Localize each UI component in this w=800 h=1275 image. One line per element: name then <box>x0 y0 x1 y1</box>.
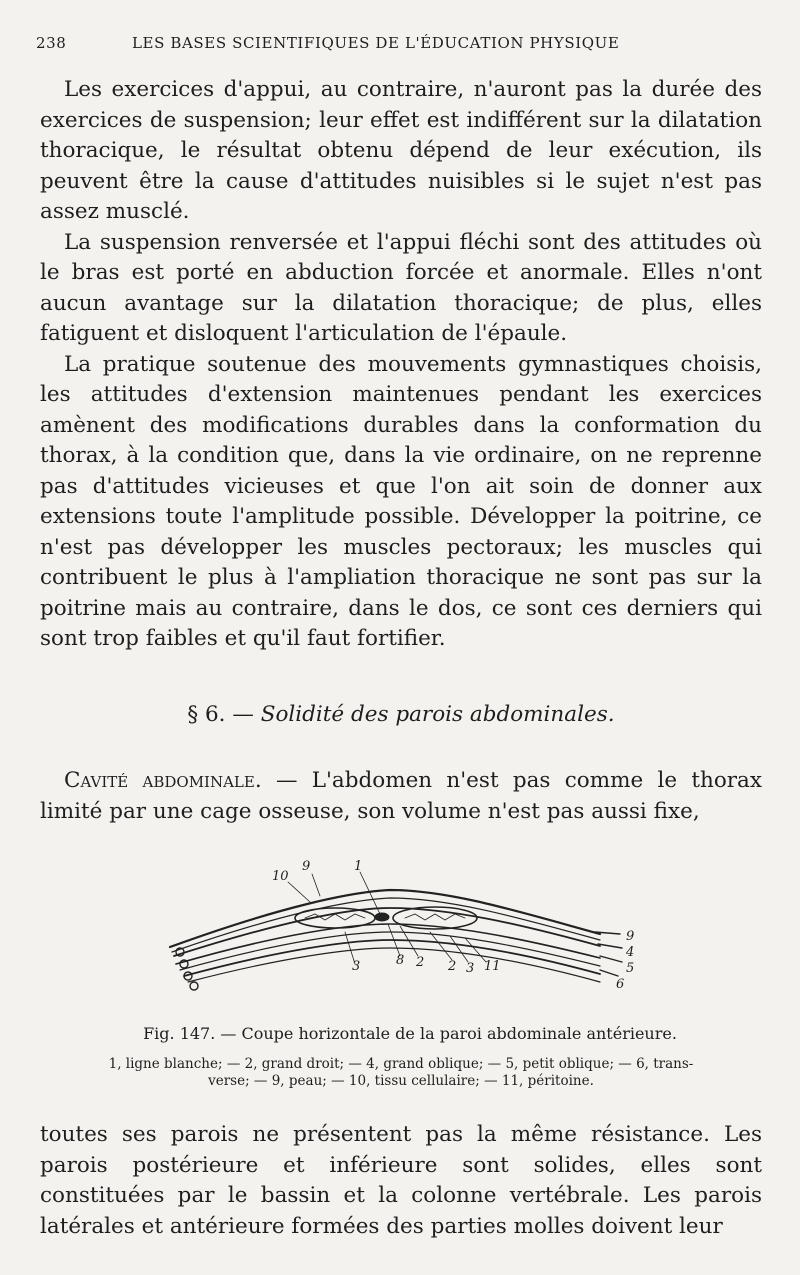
figure-label-8: 8 <box>396 953 405 968</box>
figure-legend-line-1: 1, ligne blanche; — 2, grand droit; — 4, grand oblique; — 5, petit oblique; — 6, trans- <box>108 1056 694 1072</box>
leader-9 <box>312 874 320 896</box>
abdominal-wall-illustration <box>160 852 660 1022</box>
cavite-lead: Cavité abdominale. <box>64 768 262 793</box>
cavite-text: — L'abdomen n'est pas comme le thorax limité par une cage osseuse, son volume n'est pas aussi fixe, <box>40 768 762 824</box>
paragraph-suspension: La suspension renversée et l'appui fléchi sont des attitudes où le bras est porté en abduction forcée et anormale. Elles n'ont aucun avantage sur la dilatation thoracique; de plus, elles fatiguent et disloquent l'articulation de l'épaule. <box>40 229 762 346</box>
figure-label-5: 5 <box>626 961 635 976</box>
left-rectus-muscle <box>295 908 375 928</box>
figure-label-11: 11 <box>484 959 501 974</box>
figure-label-3a: 3 <box>352 959 361 974</box>
section-heading <box>40 702 762 727</box>
section-number: § 6. <box>187 702 226 727</box>
figure-legend-line-2: verse; — 9, peau; — 10, tissu cellulaire; — 11, péritoine. <box>208 1073 594 1089</box>
text-block-bottom <box>40 1120 762 1242</box>
figure-label-1: 1 <box>354 859 363 874</box>
figure-caption: Fig. 147. — Coupe horizontale de la paroi abdominale antérieure. <box>143 1024 677 1043</box>
end-line-b <box>598 944 622 948</box>
figure-label-6: 6 <box>616 977 625 992</box>
figure-label-9: 9 <box>302 859 311 874</box>
figure-label-2a: 2 <box>416 955 425 970</box>
inner-line <box>188 948 600 982</box>
figure-label-4: 4 <box>626 945 635 960</box>
running-title: LES BASES SCIENTIFIQUES DE L'ÉDUCATION PHYSIQUE <box>132 34 620 52</box>
section-title: Solidité des parois abdominales. <box>260 702 615 727</box>
leader-11 <box>465 938 486 962</box>
bundle-end-4 <box>190 982 198 990</box>
figure-label-9b: 9 <box>626 929 635 944</box>
section-dash: — <box>232 702 254 727</box>
right-rectus-texture <box>405 914 465 920</box>
figure-abdominal-wall <box>160 852 660 1022</box>
paragraph-parois: toutes ses parois ne présentent pas la même résistance. Les parois postérieure et inférieure sont solides, elles sont constituées par le bassin et la colonne vertébrale. Les parois latérales et antérieure formées des parties molles doivent leur <box>40 1122 762 1239</box>
figure-label-2b: 2 <box>448 959 457 974</box>
text-block-cavite <box>40 766 762 827</box>
paragraph-cavite <box>40 766 762 827</box>
figure-label-3b: 3 <box>466 961 475 976</box>
figure-legend <box>40 1056 762 1090</box>
leader-10 <box>288 882 310 902</box>
linea-alba <box>375 913 389 921</box>
end-line-d <box>600 970 618 976</box>
end-line-c <box>600 956 622 962</box>
text-block-top <box>40 75 762 655</box>
paragraph-appui: Les exercices d'appui, au contraire, n'auront pas la durée des exercices de suspension; leur effet est indifférent sur la dilatation thoracique, le résultat obtenu dépend de leur exécution, ils peuvent être la cause d'attitudes nuisibles si le sujet n'est pas assez musclé. <box>40 77 762 224</box>
page-number: 238 <box>36 34 67 52</box>
paragraph-pratique: La pratique soutenue des mouvements gymnastiques choisis, les attitudes d'extension maintenues pendant les exercices amènent des modifications durables dans la conformation du thorax, à la condition que, dans la vie ordinaire, on ne reprenne pas d'attitudes vicieuses et que l'on ait soin de donner aux extensions toute l'amplitude possible. Développer la poitrine, ce n'est pas développer les muscles pectoraux; les muscles qui contribuent le plus à l'ampliation thoracique ne sont pas sur la poitrine mais au contraire, dans le dos, ce sont ces derniers qui sont trop faibles et qu'il faut fortifier. <box>40 351 762 651</box>
figure-label-10: 10 <box>272 869 289 884</box>
muscle-layer-2 <box>180 932 600 970</box>
